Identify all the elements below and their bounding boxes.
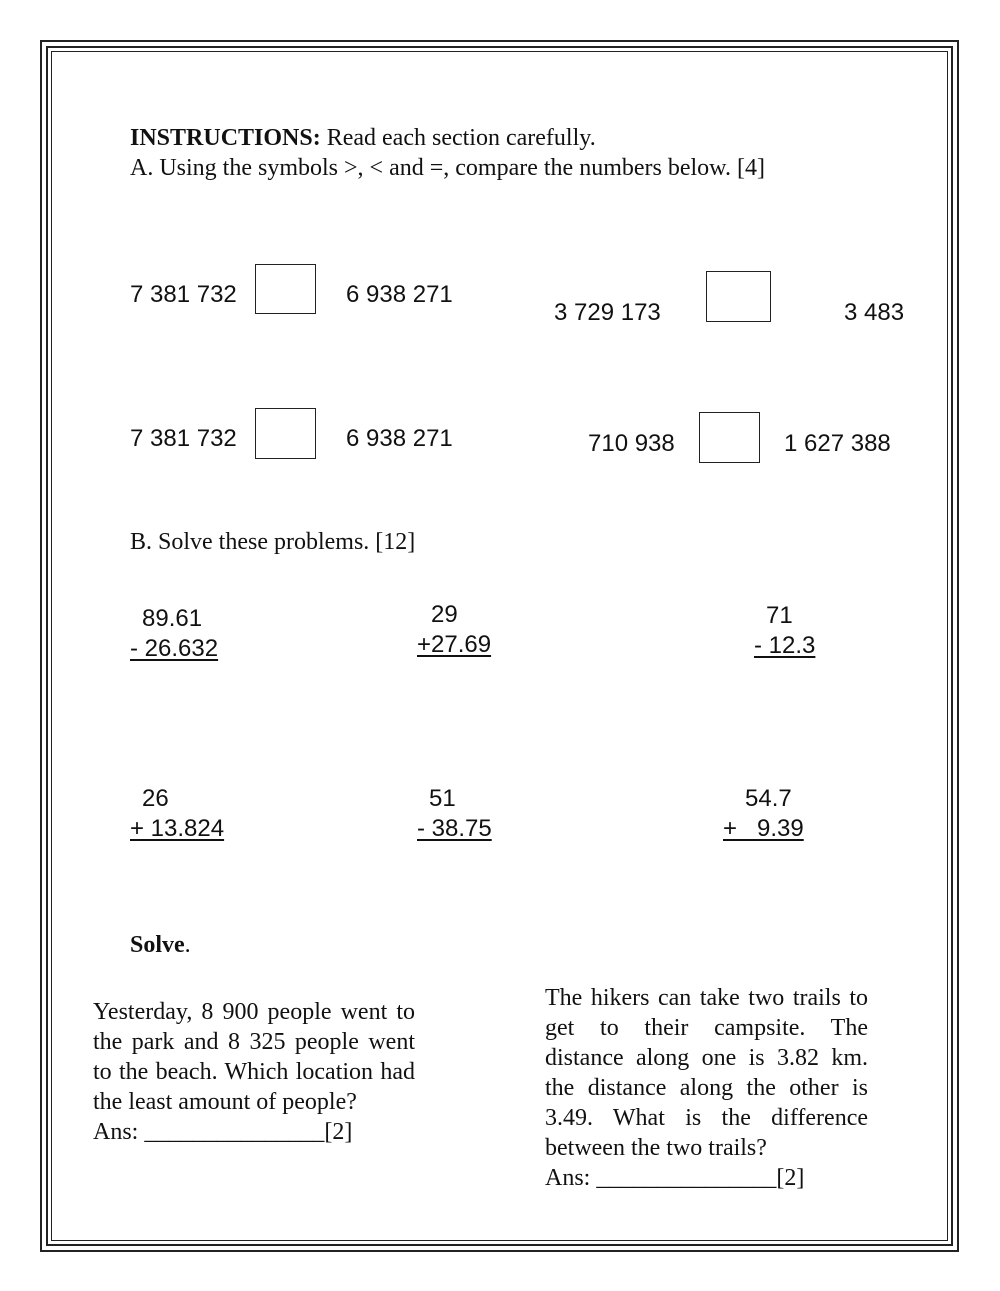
instructions xyxy=(130,123,765,183)
solve-heading xyxy=(130,930,191,960)
compare-4-right: 1 627 388 xyxy=(784,430,891,457)
compare-1-left: 7 381 732 xyxy=(130,281,237,308)
word-problem-1 xyxy=(93,997,415,1147)
problem-2-bottom: +27.69 xyxy=(417,631,492,658)
problem-6-top: 54.7 xyxy=(745,785,792,812)
word-problem-1-text: Yesterday, 8 900 people went to the park and 8 325 people went to the beach. Which location had the least amount of people? xyxy=(93,999,415,1115)
problem-3-top: 71 xyxy=(766,602,793,629)
problem-5-bottom: - 38.75 xyxy=(417,815,492,842)
compare-2-right: 3 483 xyxy=(844,299,905,326)
compare-4-answer-box[interactable] xyxy=(699,412,760,463)
compare-4-left: 710 938 xyxy=(588,430,675,457)
compare-3-left: 7 381 732 xyxy=(130,425,237,452)
word-problem-2-text: The hikers can take two trails to get to their campsite. The distance along one is 3.82 km. the distance along the other is 3.49. What is the difference between the two trails? xyxy=(545,985,868,1161)
instructions-text: Read each section carefully. xyxy=(320,125,596,151)
problem-4-bottom: + 13.824 xyxy=(130,815,225,842)
problem-5 xyxy=(417,784,492,844)
section-b-heading: B. Solve these problems. [12] xyxy=(130,529,416,555)
compare-3-answer-box[interactable] xyxy=(255,408,316,459)
problem-1 xyxy=(130,604,218,664)
problem-2 xyxy=(417,600,491,660)
word-problem-2-answer: Ans: _______________[2] xyxy=(545,1165,805,1191)
compare-1-answer-box[interactable] xyxy=(255,264,316,314)
word-problem-1-answer: Ans: _______________[2] xyxy=(93,1119,353,1145)
problem-3 xyxy=(754,601,815,661)
compare-2-answer-box[interactable] xyxy=(706,271,771,322)
compare-3-right: 6 938 271 xyxy=(346,425,453,452)
problem-4-top: 26 xyxy=(142,785,169,812)
problem-4 xyxy=(130,784,224,844)
problem-1-bottom: - 26.632 xyxy=(130,635,219,662)
solve-label: Solve xyxy=(130,932,185,958)
problem-5-top: 51 xyxy=(429,785,456,812)
compare-2-left: 3 729 173 xyxy=(554,299,661,326)
problem-6-bottom: + 9.39 xyxy=(723,815,804,842)
problem-3-bottom: - 12.3 xyxy=(754,632,816,659)
solve-period: . xyxy=(184,932,191,958)
problem-1-top: 89.61 xyxy=(142,605,203,632)
instructions-label: INSTRUCTIONS: xyxy=(130,125,321,151)
problem-6 xyxy=(723,784,804,844)
section-a-heading: A. Using the symbols >, < and =, compare the numbers below. [4] xyxy=(130,155,765,181)
word-problem-2 xyxy=(545,983,868,1193)
problem-2-top: 29 xyxy=(431,601,458,628)
compare-1-right: 6 938 271 xyxy=(346,281,453,308)
